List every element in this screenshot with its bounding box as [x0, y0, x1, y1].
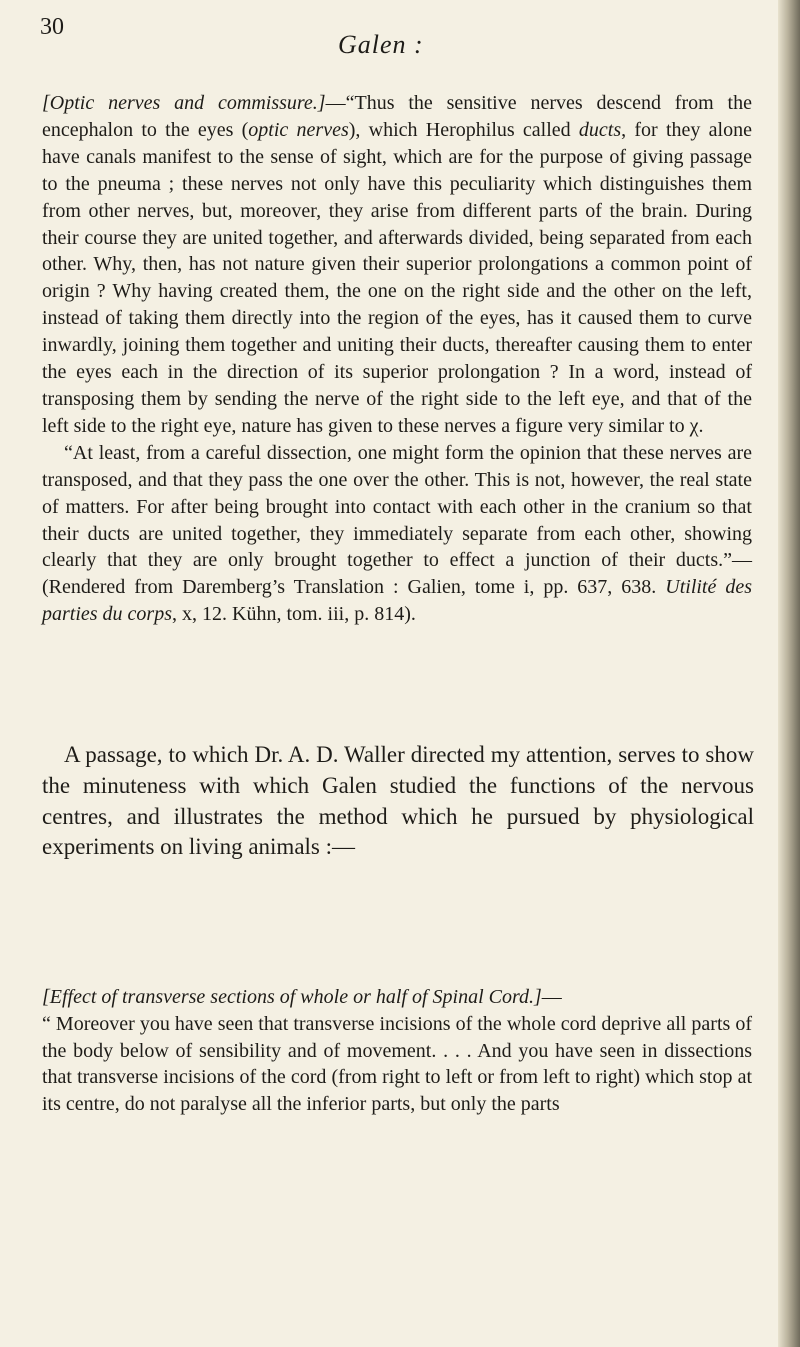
heading-dash: —: [325, 92, 346, 114]
optic-paragraph-2: [42, 440, 752, 628]
optic-text-2: ), which Herophilus called: [348, 118, 579, 141]
optic-nerves-passage: [42, 90, 752, 628]
cord-paragraph: [42, 984, 752, 1118]
spinal-cord-passage: [42, 984, 752, 1118]
cord-text: “ Moreover you have seen that transverse incisions of the whole cord deprive all parts of the body below of sensibility and of movement. . . . And you have seen in dissections that transverse incisions of the cord (from right to left or from left to right) which stop at its centre, do not paralyse all the inferior parts, but only the parts: [42, 1012, 752, 1116]
optic-section-heading: [Optic nerves and commissure.]: [42, 92, 326, 114]
optic-paragraph-1: [42, 90, 752, 440]
optic-text-4: “At least, from a careful dissection, one might form the opinion that these nerves are transposed, and that they pass the one over the other. This is not, however, the real state of matters. For after being brought into contact with each other in the cranium so that their ducts are united together, they immediately separate from each other, showing clearly that they are only brought together to effect a junction of their ducts.”—(Rendered from Daremberg’s Translation : Galien, tome i, pp. 637, 638.: [42, 441, 752, 599]
page-number: 30: [40, 14, 64, 40]
cord-heading-dash: —: [541, 986, 562, 1008]
intro-passage: [42, 740, 754, 863]
work-title: Utilité des parties du corps: [42, 576, 753, 626]
intro-paragraph: A passage, to which Dr. A. D. Waller directed my attention, serves to show the minuteness with which Galen studied the functions of the nervous centres, and illustrates the method which he pursued by physiological experiments on living animals :—: [42, 742, 754, 860]
optic-text-1: “Thus the sensitive nerves descend from the encephalon to the eyes (: [42, 92, 752, 141]
optic-nerves-term: optic nerves: [248, 118, 349, 141]
ducts-term: ducts: [578, 118, 622, 141]
cord-section-heading: [Effect of transverse sections of whole or half of Spinal Cord.]: [42, 986, 542, 1008]
page-edge-shadow: [778, 0, 800, 1347]
optic-citation: , x, 12. Kühn, tom. iii, p. 814).: [172, 603, 416, 626]
optic-text-3: , for they alone have canals manifest to the sense of sight, which are for the purpose of giving passage to the pneuma ; these nerves not only have this peculiarity which distinguishes them from other nerves, but, moreover, they arise from different parts of the brain. During their course they are united together, and afterwards divided, being separated from each other. Why, then, has not nature given their superior prolongations a common point of origin ? Why having created them, the one on the right side and the other on the left, instead of taking them directly into the region of the eyes, has it caused them to curve inwardly, joining them together and uniting their ducts, thereafter causing them to enter the eyes each in the direction of its superior prolongation ? In a word, instead of transposing them by sending the nerve of the right side to the left eye, and that of the left side to the right eye, nature has given to these nerves a figure very similar to χ.: [42, 118, 752, 437]
running-head: Galen :: [338, 30, 424, 59]
